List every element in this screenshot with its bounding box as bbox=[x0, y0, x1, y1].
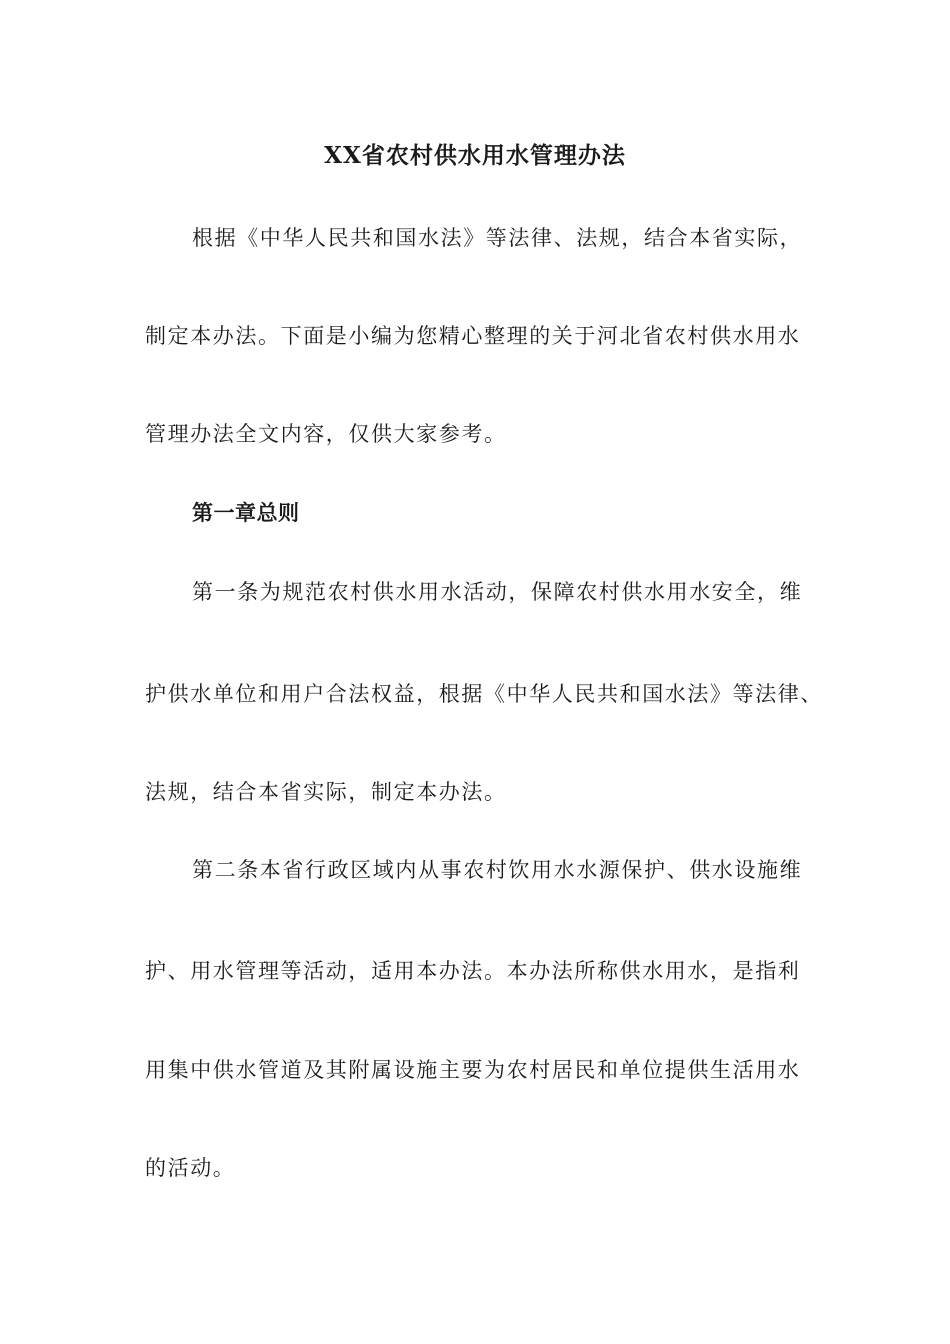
article2-line-4: 的活动。 bbox=[145, 1156, 236, 1180]
article2-line-2: 护、用水管理等活动，适用本办法。本办法所称供水用水，是指利 bbox=[145, 959, 801, 983]
intro-line-3: 管理办法全文内容，仅供大家参考。 bbox=[145, 422, 507, 446]
chapter-heading: 第一章总则 bbox=[192, 500, 300, 525]
article1-line-2: 护供水单位和用户合法权益，根据《中华人民共和国水法》等法律、 bbox=[145, 682, 823, 706]
article1-line-1: 第一条为规范农村供水用水活动，保障农村供水用水安全，维 bbox=[192, 580, 803, 604]
document-title: XX省农村供水用水管理办法 bbox=[324, 142, 626, 169]
article2-line-1: 第二条本省行政区域内从事农村饮用水水源保护、供水设施维 bbox=[192, 858, 803, 882]
intro-line-1: 根据《中华人民共和国水法》等法律、法规，结合本省实际， bbox=[192, 226, 803, 250]
article2-line-3: 用集中供水管道及其附属设施主要为农村居民和单位提供生活用水 bbox=[145, 1058, 801, 1082]
article1-line-3: 法规，结合本省实际，制定本办法。 bbox=[145, 780, 507, 804]
intro-line-2: 制定本办法。下面是小编为您精心整理的关于河北省农村供水用水 bbox=[145, 324, 801, 348]
